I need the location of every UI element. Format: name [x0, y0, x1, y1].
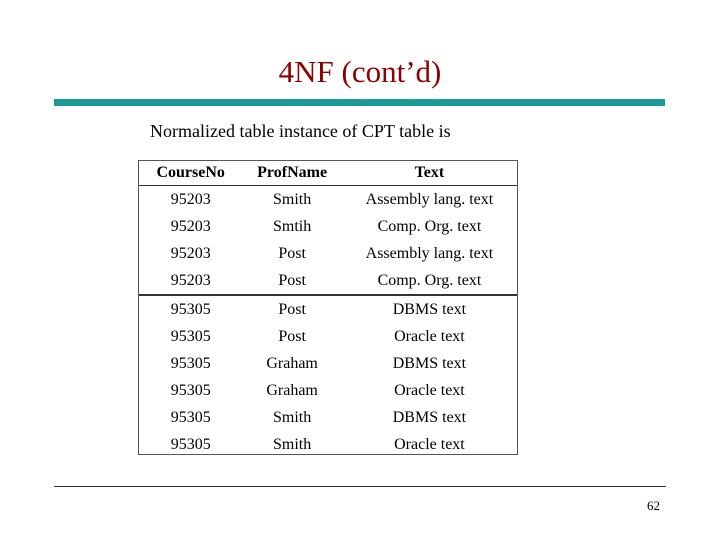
cell-profname: Graham [266, 381, 318, 399]
header-text: Text [342, 161, 517, 186]
cell-profname: Post [278, 327, 306, 345]
cell-text: DBMS text [392, 408, 467, 426]
cell-profname: Post [278, 271, 306, 289]
cell-courseno: 95203 [170, 271, 211, 289]
cell-text: Comp. Org. text [377, 217, 482, 235]
cell-profname: Smtih [272, 217, 312, 235]
cell-courseno: 95305 [170, 408, 211, 426]
table-row [139, 295, 517, 323]
table-row [139, 431, 517, 458]
cell-text: DBMS text [392, 354, 467, 372]
cell-profname: Post [278, 244, 306, 262]
cell-text: Assembly lang. text [365, 190, 494, 208]
cell-profname: Smith [272, 190, 312, 208]
intro-text: Normalized table instance of CPT table is [150, 121, 451, 141]
table-row [139, 213, 517, 240]
cpt-table-container [138, 160, 518, 455]
table-row [139, 350, 517, 377]
table-header-row [139, 161, 517, 186]
cell-courseno: 95305 [170, 435, 211, 453]
cell-profname: Post [242, 295, 341, 323]
cell-courseno: 95305 [170, 381, 211, 399]
cell-text: Oracle text [394, 381, 465, 399]
header-profname: ProfName [242, 161, 341, 186]
cell-courseno: 95305 [139, 295, 242, 323]
cell-courseno: 95305 [170, 354, 211, 372]
page-number: 62 [647, 498, 660, 513]
cell-profname: Smith [272, 435, 312, 453]
cpt-normalized-table [139, 161, 517, 458]
cell-profname: Smith [272, 408, 312, 426]
slide-title: 4NF (cont’d) [278, 54, 442, 89]
cell-courseno: 95305 [170, 327, 211, 345]
cell-courseno: 95203 [170, 244, 211, 262]
table-row [139, 323, 517, 350]
cell-text: DBMS text [342, 295, 517, 323]
table-row [139, 240, 517, 267]
table-row [139, 377, 517, 404]
footer-divider [54, 486, 666, 487]
title-divider [54, 99, 665, 106]
cell-courseno: 95203 [170, 190, 211, 208]
cell-courseno: 95203 [170, 217, 211, 235]
header-courseno: CourseNo [139, 161, 242, 186]
cell-profname: Graham [266, 354, 318, 372]
cell-text: Comp. Org. text [377, 271, 482, 289]
table-row [139, 186, 517, 214]
table-row [139, 267, 517, 295]
table-row [139, 404, 517, 431]
cell-text: Assembly lang. text [365, 244, 494, 262]
cell-text: Oracle text [394, 435, 465, 453]
cell-text: Oracle text [394, 327, 465, 345]
